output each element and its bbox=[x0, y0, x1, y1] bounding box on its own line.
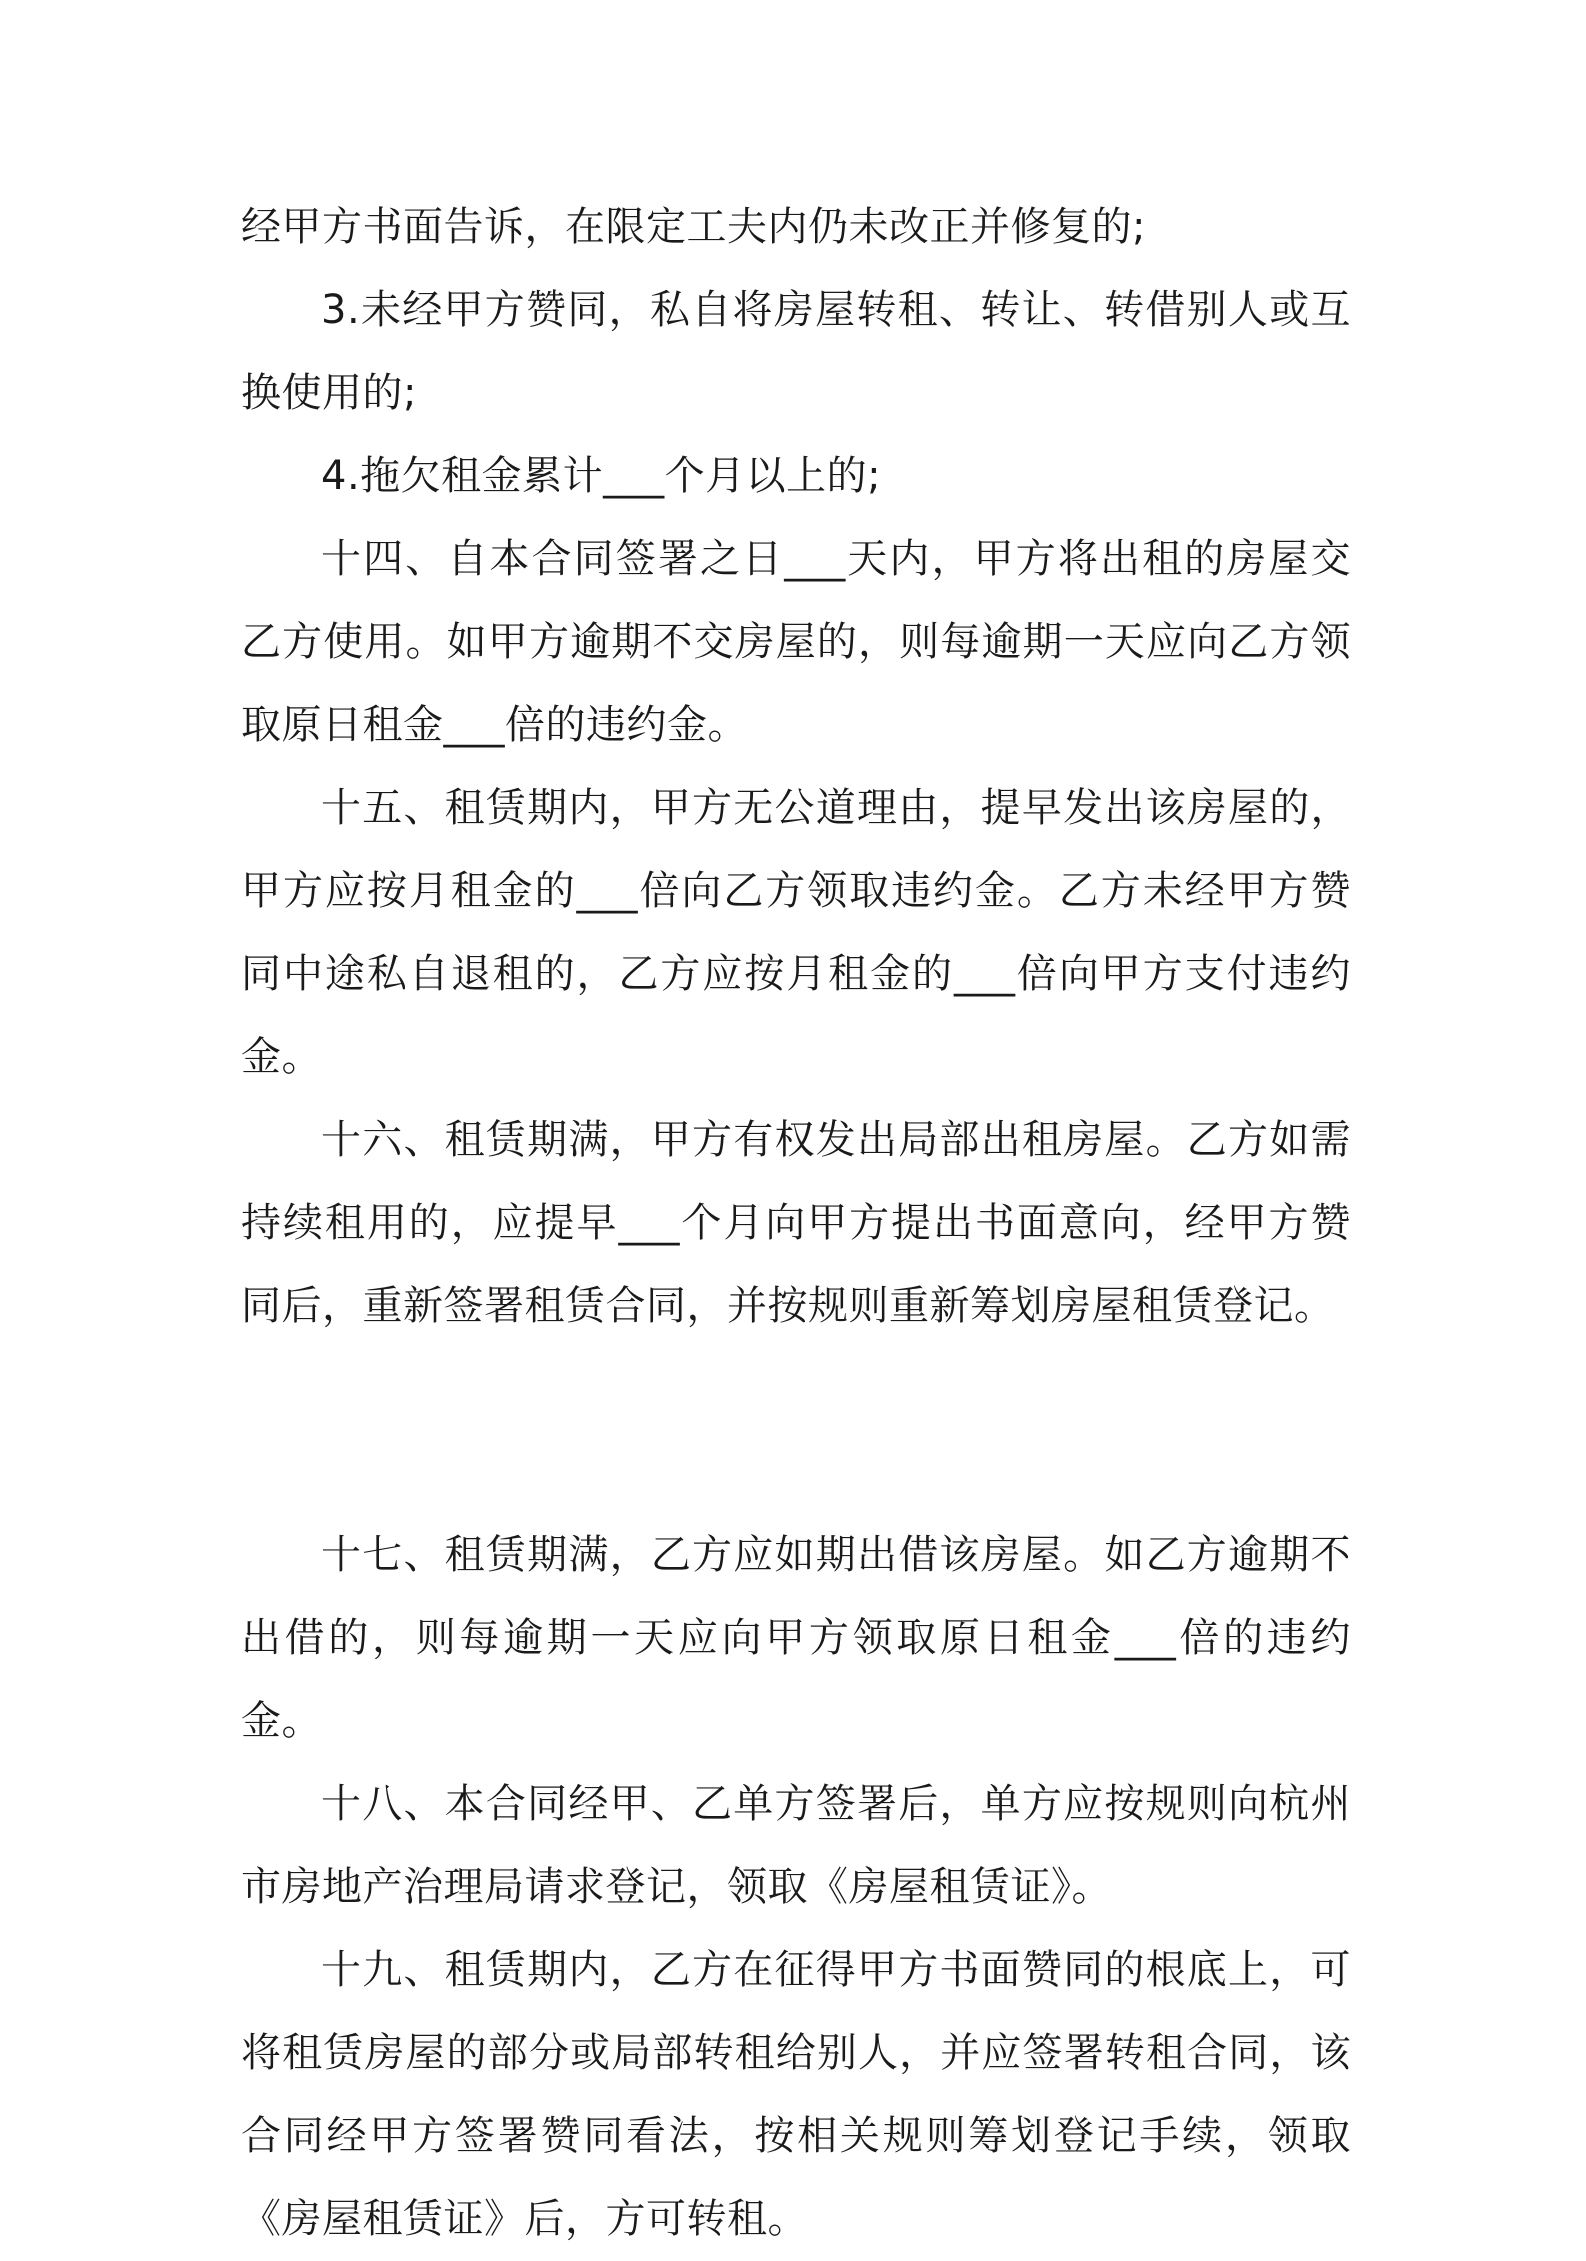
document-body bbox=[241, 186, 1351, 2261]
paragraph-clause-16: 十六、租赁期满，甲方有权发出局部出租房屋。乙方如需持续租用的，应提早___个月向甲方提出书面意向，经甲方赞同后，重新签署租赁合同，并按规则重新筹划房屋租赁登记。 bbox=[241, 1117, 1351, 1329]
paragraph-clause-19: 十九、租赁期内，乙方在征得甲方书面赞同的根底上，可将租赁房屋的部分或局部转租给别人，并应签署转租合同，该合同经甲方签署赞同看法，按相关规则筹划登记手续，领取《房屋租赁证》后，方可转租。 bbox=[241, 1947, 1351, 2242]
paragraph-clause-14: 十四、自本合同签署之日___天内，甲方将出租的房屋交乙方使用。如甲方逾期不交房屋的，则每逾期一天应向乙方领取原日租金___倍的违约金。 bbox=[241, 536, 1351, 748]
paragraph-clause-15: 十五、租赁期内，甲方无公道理由，提早发出该房屋的，甲方应按月租金的___倍向乙方领取违约金。乙方未经甲方赞同中途私自退租的，乙方应按月租金的___倍向甲方支付违约金。 bbox=[241, 785, 1351, 1080]
paragraph-clause-18: 十八、本合同经甲、乙单方签署后，单方应按规则向杭州市房地产治理局请求登记，领取《房屋租赁证》。 bbox=[241, 1781, 1351, 1910]
paragraph-item-4: 4.拖欠租金累计___个月以上的; bbox=[321, 453, 882, 499]
paragraph-continuation: 经甲方书面告诉，在限定工夫内仍未改正并修复的; bbox=[241, 204, 1146, 250]
paragraph-clause-17: 十七、租赁期满，乙方应如期出借该房屋。如乙方逾期不出借的，则每逾期一天应向甲方领取原日租金___倍的违约金。 bbox=[241, 1532, 1351, 1744]
paragraph-item-3: 3.未经甲方赞同，私自将房屋转租、转让、转借别人或互换使用的; bbox=[241, 287, 1351, 416]
paragraph-gap bbox=[241, 1348, 1351, 1514]
